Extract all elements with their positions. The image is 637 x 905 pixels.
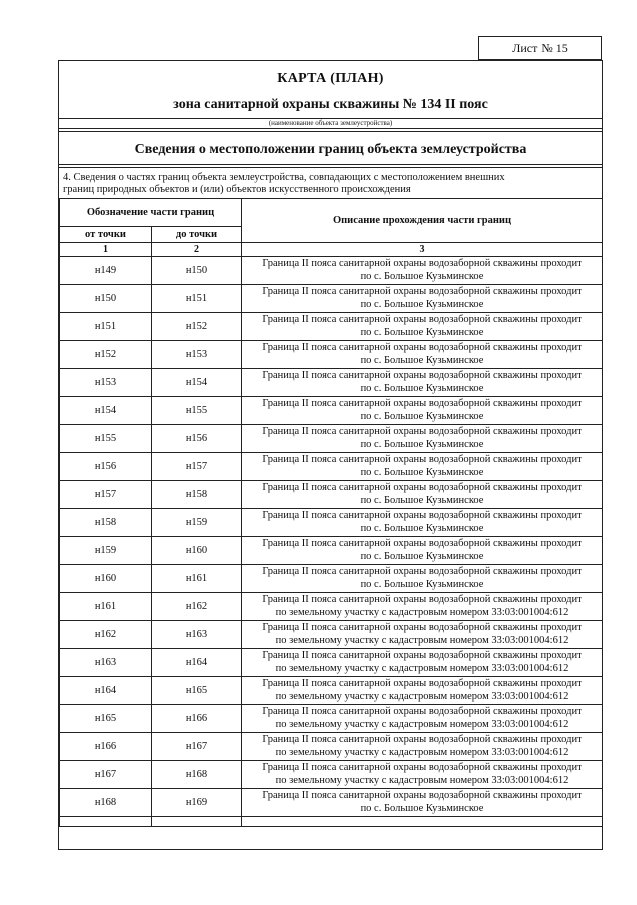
to-point: н153 [152, 341, 242, 369]
from-point: н164 [60, 677, 152, 705]
from-point: н159 [60, 537, 152, 565]
table-row [60, 705, 603, 733]
boundary-description [242, 313, 603, 341]
description-line-1: Граница II пояса санитарной охраны водозаборной скважины проходит [262, 734, 582, 745]
table-row [60, 341, 603, 369]
intro-line-2: границ природных объектов и (или) объектов искусственного происхождения [63, 184, 411, 195]
divider [59, 164, 602, 165]
to-point: н150 [152, 257, 242, 285]
from-point: н157 [60, 481, 152, 509]
sheet-number: № 15 [541, 40, 568, 55]
description-line-2: по с. Большое Кузьминское [360, 466, 484, 478]
from-point: н156 [60, 453, 152, 481]
from-point: н149 [60, 257, 152, 285]
description-line-2: по земельному участку с кадастровым номером 33:03:001004:612 [275, 774, 569, 786]
description-line-2: по с. Большое Кузьминское [360, 298, 484, 310]
table-row [60, 397, 603, 425]
description-line-2: по с. Большое Кузьминское [360, 354, 484, 366]
description-line-2: по с. Большое Кузьминское [360, 802, 484, 814]
from-point: н167 [60, 761, 152, 789]
to-point: н157 [152, 453, 242, 481]
boundary-description [242, 537, 603, 565]
boundary-description [242, 453, 603, 481]
to-point: н159 [152, 509, 242, 537]
sheet-label: Лист [512, 40, 538, 55]
description-line-2: по земельному участку с кадастровым номером 33:03:001004:612 [275, 662, 569, 674]
boundary-description [242, 705, 603, 733]
table-row [60, 481, 603, 509]
to-point: н155 [152, 397, 242, 425]
boundary-description [242, 733, 603, 761]
to-point: н160 [152, 537, 242, 565]
description-line-1: Граница II пояса санитарной охраны водозаборной скважины проходит [262, 314, 582, 325]
header-description: Описание прохождения части границ [242, 199, 603, 243]
description-line-1: Граница II пояса санитарной охраны водозаборной скважины проходит [262, 454, 582, 465]
table-row [60, 733, 603, 761]
boundary-description [242, 593, 603, 621]
divider [59, 128, 602, 129]
description-line-2: по с. Большое Кузьминское [360, 382, 484, 394]
header-from-point: от точки [60, 227, 152, 243]
from-point: н154 [60, 397, 152, 425]
table-row [60, 761, 603, 789]
to-point: н156 [152, 425, 242, 453]
object-caption: (наименование объекта землеустройства) [268, 119, 393, 127]
boundary-description [242, 257, 603, 285]
to-point: н151 [152, 285, 242, 313]
description-line-1: Граница II пояса санитарной охраны водозаборной скважины проходит [262, 650, 582, 661]
boundary-description [242, 789, 603, 817]
table-row [60, 789, 603, 817]
table-row [60, 537, 603, 565]
description-line-1: Граница II пояса санитарной охраны водозаборной скважины проходит [262, 370, 582, 381]
boundary-description [242, 369, 603, 397]
description-line-2: по с. Большое Кузьминское [360, 578, 484, 590]
from-point: н151 [60, 313, 152, 341]
description-line-1: Граница II пояса санитарной охраны водозаборной скважины проходит [262, 426, 582, 437]
from-point: н150 [60, 285, 152, 313]
table-row [60, 369, 603, 397]
description-line-2: по с. Большое Кузьминское [360, 326, 484, 338]
from-point: н168 [60, 789, 152, 817]
description-line-2: по с. Большое Кузьминское [360, 522, 484, 534]
description-line-1: Граница II пояса санитарной охраны водозаборной скважины проходит [262, 482, 582, 493]
description-line-1: Граница II пояса санитарной охраны водозаборной скважины проходит [262, 258, 582, 269]
to-point: н164 [152, 649, 242, 677]
sheet-number-box [478, 36, 602, 60]
table-row [60, 565, 603, 593]
table-row [60, 649, 603, 677]
from-point: н155 [60, 425, 152, 453]
to-point: н152 [152, 313, 242, 341]
table-row [60, 285, 603, 313]
column-number: 1 [60, 243, 152, 257]
map-subtitle: зона санитарной охраны скважины № 134 II пояс [173, 97, 488, 112]
document-frame [58, 60, 603, 850]
boundary-description [242, 565, 603, 593]
to-point: н161 [152, 565, 242, 593]
section-title: Сведения о местоположении границ объекта землеустройства [134, 142, 527, 157]
description-line-2: по с. Большое Кузьминское [360, 270, 484, 282]
boundary-description [242, 397, 603, 425]
to-point: н167 [152, 733, 242, 761]
description-line-2: по с. Большое Кузьминское [360, 438, 484, 450]
from-point: н160 [60, 565, 152, 593]
from-point: н166 [60, 733, 152, 761]
description-line-1: Граница II пояса санитарной охраны водозаборной скважины проходит [262, 790, 582, 801]
description-line-2: по с. Большое Кузьминское [360, 550, 484, 562]
intro-line-1: 4. Сведения о частях границ объекта землеустройства, совпадающих с местоположением внешних [63, 172, 505, 183]
column-number: 3 [242, 243, 603, 257]
table-row [60, 621, 603, 649]
table-end-row [60, 817, 603, 827]
boundary-description [242, 761, 603, 789]
from-point: н152 [60, 341, 152, 369]
table-row [60, 453, 603, 481]
table-row [60, 677, 603, 705]
to-point: н154 [152, 369, 242, 397]
to-point: н169 [152, 789, 242, 817]
boundary-description [242, 425, 603, 453]
description-line-2: по земельному участку с кадастровым номером 33:03:001004:612 [275, 606, 569, 618]
from-point: н153 [60, 369, 152, 397]
map-title: КАРТА (ПЛАН) [277, 71, 384, 86]
divider [59, 167, 602, 168]
description-line-2: по земельному участку с кадастровым номером 33:03:001004:612 [275, 634, 569, 646]
description-line-1: Граница II пояса санитарной охраны водозаборной скважины проходит [262, 286, 582, 297]
description-line-1: Граница II пояса санитарной охраны водозаборной скважины проходит [262, 678, 582, 689]
section-intro [63, 172, 577, 196]
boundaries-table [59, 198, 603, 827]
description-line-1: Граница II пояса санитарной охраны водозаборной скважины проходит [262, 510, 582, 521]
from-point: н162 [60, 621, 152, 649]
description-line-2: по земельному участку с кадастровым номером 33:03:001004:612 [275, 718, 569, 730]
boundary-description [242, 341, 603, 369]
to-point: н162 [152, 593, 242, 621]
from-point: н158 [60, 509, 152, 537]
from-point: н163 [60, 649, 152, 677]
description-line-1: Граница II пояса санитарной охраны водозаборной скважины проходит [262, 762, 582, 773]
header-to-point: до точки [152, 227, 242, 243]
to-point: н163 [152, 621, 242, 649]
description-line-2: по с. Большое Кузьминское [360, 410, 484, 422]
description-line-1: Граница II пояса санитарной охраны водозаборной скважины проходит [262, 594, 582, 605]
from-point: н161 [60, 593, 152, 621]
to-point: н165 [152, 677, 242, 705]
description-line-1: Граница II пояса санитарной охраны водозаборной скважины проходит [262, 566, 582, 577]
description-line-1: Граница II пояса санитарной охраны водозаборной скважины проходит [262, 622, 582, 633]
to-point: н168 [152, 761, 242, 789]
boundary-description [242, 481, 603, 509]
description-line-2: по земельному участку с кадастровым номером 33:03:001004:612 [275, 690, 569, 702]
description-line-1: Граница II пояса санитарной охраны водозаборной скважины проходит [262, 706, 582, 717]
table-row [60, 257, 603, 285]
to-point: н166 [152, 705, 242, 733]
header-part-designation: Обозначение части границ [60, 199, 242, 227]
description-line-1: Граница II пояса санитарной охраны водозаборной скважины проходит [262, 398, 582, 409]
from-point: н165 [60, 705, 152, 733]
description-line-2: по земельному участку с кадастровым номером 33:03:001004:612 [275, 746, 569, 758]
description-line-1: Граница II пояса санитарной охраны водозаборной скважины проходит [262, 342, 582, 353]
description-line-2: по с. Большое Кузьминское [360, 494, 484, 506]
divider [59, 131, 602, 132]
description-line-1: Граница II пояса санитарной охраны водозаборной скважины проходит [262, 538, 582, 549]
boundary-description [242, 621, 603, 649]
table-row [60, 509, 603, 537]
column-number: 2 [152, 243, 242, 257]
boundary-description [242, 677, 603, 705]
table-row [60, 313, 603, 341]
boundary-description [242, 649, 603, 677]
to-point: н158 [152, 481, 242, 509]
boundary-description [242, 285, 603, 313]
table-row [60, 593, 603, 621]
table-row [60, 425, 603, 453]
boundary-description [242, 509, 603, 537]
